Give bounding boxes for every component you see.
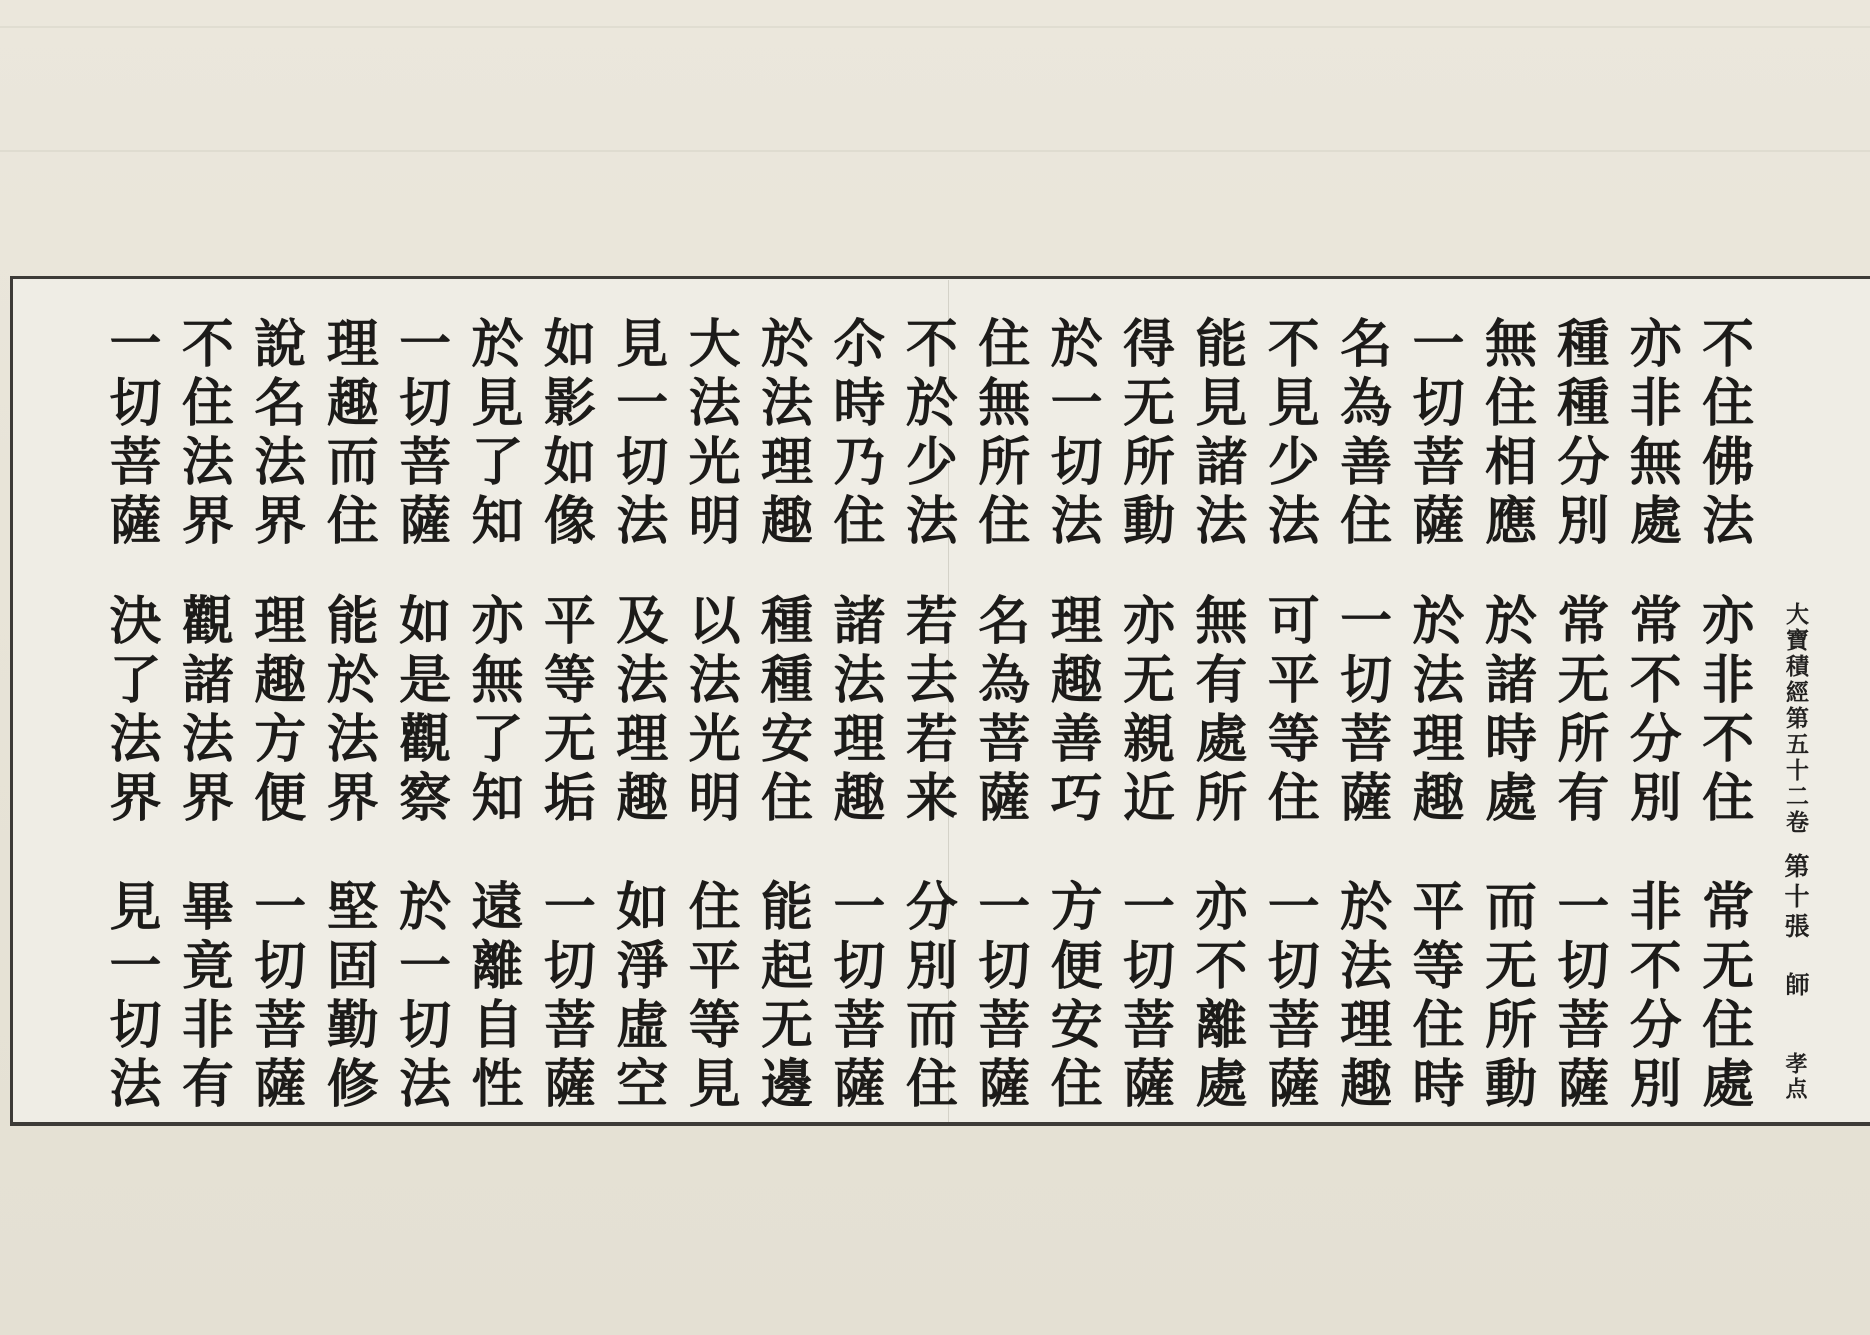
verse-col-16-bottom: 如淨虛空 [606,879,668,1115]
verse-col-6-bottom: 於法理趣 [1330,879,1392,1115]
verse-col-13-bottom: 一切菩薩 [823,879,885,1115]
marginal-sutra-volume: 大寶積經第五十二卷 [1782,602,1809,836]
verse-col-7-bottom: 一切菩薩 [1258,879,1320,1115]
verse-col-21-bottom: 一切菩薩 [244,879,306,1115]
text-column-10 [1035,316,1107,1116]
verse-col-18-middle: 亦無了知 [461,593,523,829]
verse-col-19-bottom: 於一切法 [389,879,451,1115]
verse-col-19-middle: 如是觀察 [389,593,451,829]
verse-col-17-bottom: 一切菩薩 [534,879,596,1115]
verse-col-10-middle: 理趣善巧 [1041,593,1103,829]
text-column-15 [673,316,745,1116]
text-column-22 [166,316,238,1116]
text-column-11 [963,316,1035,1116]
verse-col-2-top: 亦非無處 [1620,316,1682,552]
verse-col-19-top: 一切菩薩 [389,316,451,552]
verse-col-8-bottom: 亦不離處 [1185,879,1247,1115]
verse-col-16-top: 見一切法 [606,316,668,552]
verse-col-1-middle: 亦非不住 [1692,593,1754,829]
verse-col-4-bottom: 而无所動 [1475,879,1537,1115]
marginal-mark: 師 [1781,972,1810,996]
text-column-18 [456,316,528,1116]
verse-col-16-middle: 及法理趣 [606,593,668,829]
verse-col-12-top: 不於少法 [896,316,958,552]
verse-col-6-top: 名為善住 [1330,316,1392,552]
text-column-2 [1614,316,1686,1116]
text-column-13 [818,316,890,1116]
verse-col-18-top: 於見了知 [461,316,523,552]
verse-col-9-top: 得无所動 [1113,316,1175,552]
paper-texture-line [0,150,1870,152]
verse-col-8-top: 能見諸法 [1185,316,1247,552]
verse-col-4-top: 無住相應 [1475,316,1537,552]
verse-col-13-middle: 諸法理趣 [823,593,885,829]
marginal-name: 孝点 [1782,1052,1808,1102]
sutra-text-block [93,316,1759,1116]
text-column-20 [311,316,383,1116]
verse-col-11-top: 住無所住 [968,316,1030,552]
verse-col-3-top: 種種分別 [1547,316,1609,552]
verse-col-4-middle: 於諸時處 [1475,593,1537,829]
verse-col-18-bottom: 遠離自性 [461,879,523,1115]
marginal-sheet-number: 第十張 [1781,853,1810,943]
verse-col-9-bottom: 一切菩薩 [1113,879,1175,1115]
verse-col-22-top: 不住法界 [172,316,234,552]
verse-col-22-middle: 觀諸法界 [172,593,234,829]
verse-col-15-top: 大法光明 [679,316,741,552]
text-column-23 [94,316,166,1116]
text-column-12 [890,316,962,1116]
text-column-9 [1107,316,1179,1116]
text-column-16 [601,316,673,1116]
verse-col-1-top: 不住佛法 [1692,316,1754,552]
verse-col-1-bottom: 常无住處 [1692,879,1754,1115]
text-column-8 [1180,316,1252,1116]
verse-col-5-bottom: 平等住時 [1403,879,1465,1115]
verse-col-2-middle: 常不分別 [1620,593,1682,829]
text-column-7 [1252,316,1324,1116]
verse-col-14-bottom: 能起无邊 [751,879,813,1115]
verse-col-20-bottom: 堅固勤修 [317,879,379,1115]
verse-col-17-top: 如影如像 [534,316,596,552]
text-column-14 [746,316,818,1116]
verse-col-21-middle: 理趣方便 [244,593,306,829]
verse-col-10-bottom: 方便安住 [1041,879,1103,1115]
verse-col-23-middle: 決了法界 [100,593,162,829]
verse-col-2-bottom: 非不分別 [1620,879,1682,1115]
verse-col-14-top: 於法理趣 [751,316,813,552]
verse-col-22-bottom: 畢竟非有 [172,879,234,1115]
verse-col-7-top: 不見少法 [1258,316,1320,552]
verse-col-10-top: 於一切法 [1041,316,1103,552]
verse-col-3-bottom: 一切菩薩 [1547,879,1609,1115]
paper-texture-line [0,26,1870,28]
verse-col-12-middle: 若去若来 [896,593,958,829]
verse-col-5-middle: 於法理趣 [1403,593,1465,829]
verse-col-15-middle: 以法光明 [679,593,741,829]
text-column-17 [528,316,600,1116]
verse-col-8-middle: 無有處所 [1185,593,1247,829]
verse-col-9-middle: 亦无親近 [1113,593,1175,829]
verse-col-12-bottom: 分別而住 [896,879,958,1115]
text-column-5 [1397,316,1469,1116]
verse-col-11-bottom: 一切菩薩 [968,879,1030,1115]
verse-col-7-middle: 可平等住 [1258,593,1320,829]
verse-col-20-top: 理趣而住 [317,316,379,552]
text-column-19 [384,316,456,1116]
verse-col-5-top: 一切菩薩 [1403,316,1465,552]
verse-col-11-middle: 名為菩薩 [968,593,1030,829]
verse-col-20-middle: 能於法界 [317,593,379,829]
text-column-1 [1687,316,1759,1116]
verse-col-13-top: 尒時乃住 [823,316,885,552]
verse-col-17-middle: 平等无垢 [534,593,596,829]
verse-col-3-middle: 常无所有 [1547,593,1609,829]
verse-col-6-middle: 一切菩薩 [1330,593,1392,829]
text-column-4 [1469,316,1541,1116]
verse-col-14-middle: 種種安住 [751,593,813,829]
verse-col-21-top: 說名法界 [244,316,306,552]
text-column-3 [1542,316,1614,1116]
text-column-21 [239,316,311,1116]
verse-col-23-top: 一切菩薩 [100,316,162,552]
verse-col-15-bottom: 住平等見 [679,879,741,1115]
verse-col-23-bottom: 見一切法 [100,879,162,1115]
text-column-6 [1325,316,1397,1116]
